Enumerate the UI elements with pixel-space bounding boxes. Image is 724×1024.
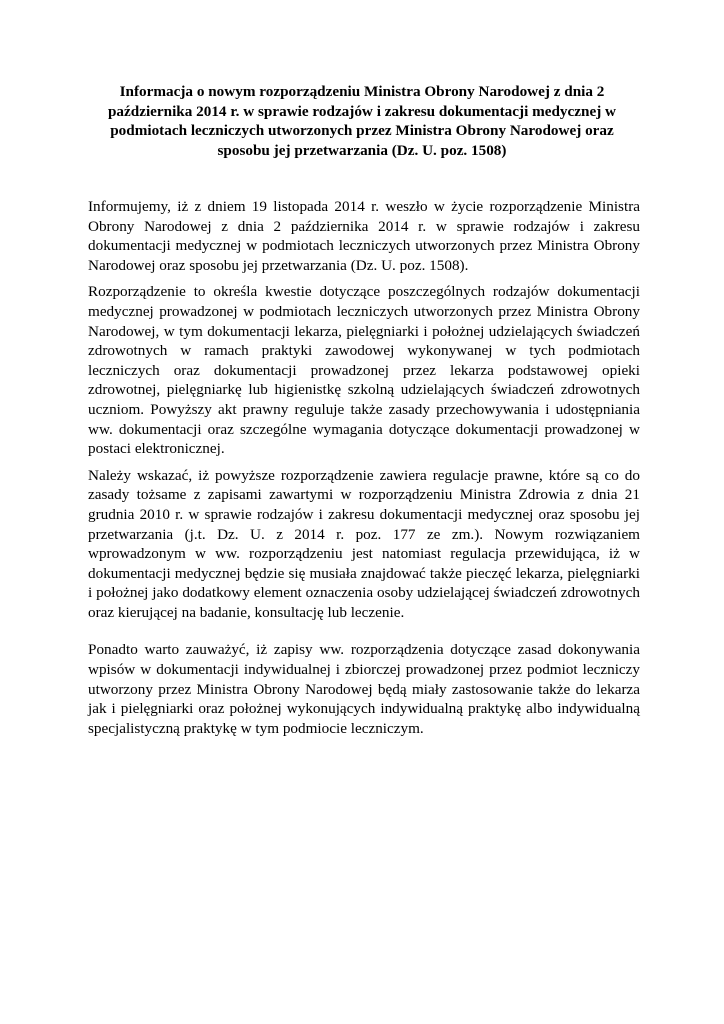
paragraph-intro: Informujemy, iż z dniem 19 listopada 2014 r. weszło w życie rozporządzenie Ministra Obrony Narodowej z dnia 2 października 2014 r. w sprawie rodzajów i zakresu dokumentacji medycznej w podmiotach leczniczych utworzonych przez Ministra Obrony Narodowej oraz sposobu jej przetwarzania (Dz. U. poz. 1508). bbox=[88, 198, 640, 274]
paragraph-regulations: Należy wskazać, iż powyższe rozporządzenie zawiera regulacje prawne, które są co do zasady tożsame z zapisami zawartymi w rozporządzeniu Ministra Zdrowia z dnia 21 grudnia 2010 r. w sprawie rodzajów i zakresu dokumentacji medycznej oraz sposobu jej przetwarzania (j.t. Dz. U. z 2014 r. poz. 177 ze zm.). Nowym rozwiązaniem wprowadzonym w ww. rozporządzeniu jest natomiast regulacja przewidująca, iż w dokumentacji medycznej będzie się musiała znajdować także pieczęć lekarza, pielęgniarki i położnej jako dodatkowy element oznaczenia osoby udzielającej świadczeń zdrowotnych oraz kierującej na badanie, konsultację lub leczenie. bbox=[88, 466, 640, 621]
document-body bbox=[88, 197, 640, 745]
paragraph-application: Ponadto warto zauważyć, iż zapisy ww. rozporządzenia dotyczące zasad dokonywania wpisów w dokumentacji indywidualnej i zbiorczej prowadzonej przez podmiot leczniczy utworzony przez Ministra Obrony Narodowej będą miały zastosowanie także do lekarza jak i pielęgniarki oraz położnej wykonujących indywidualną praktykę albo indywidualną specjalistyczną praktykę w tym podmiocie leczniczym. bbox=[88, 641, 640, 737]
paragraph-scope: Rozporządzenie to określa kwestie dotyczące poszczególnych rodzajów dokumentacji medycznej prowadzonej w podmiotach leczniczych utworzonych przez Ministra Obrony Narodowej, w tym dokumentacji lekarza, pielęgniarki i położnej udzielających świadczeń zdrowotnych w ramach praktyki zawodowej wykonywanej w tych podmiotach leczniczych oraz dokumentacji prowadzonej przez lekarza podstawowej opieki zdrowotnej, pielęgniarkę lub higienistkę szkolną udzielających świadczeń zdrowotnych uczniom. Powyższy akt prawny reguluje także zasady przechowywania i udostępniania ww. dokumentacji oraz szczególne wymagania dotyczące dokumentacji prowadzonej w postaci elektronicznej. bbox=[88, 283, 640, 458]
document-title: Informacja o nowym rozporządzeniu Ministra Obrony Narodowej z dnia 2 października 2014 r. w sprawie rodzajów i zakresu dokumentacji medycznej w podmiotach leczniczych utworzonych przez Ministra Obrony Narodowej oraz sposobu jej przetwarzania (Dz. U. poz. 1508) bbox=[107, 83, 617, 159]
